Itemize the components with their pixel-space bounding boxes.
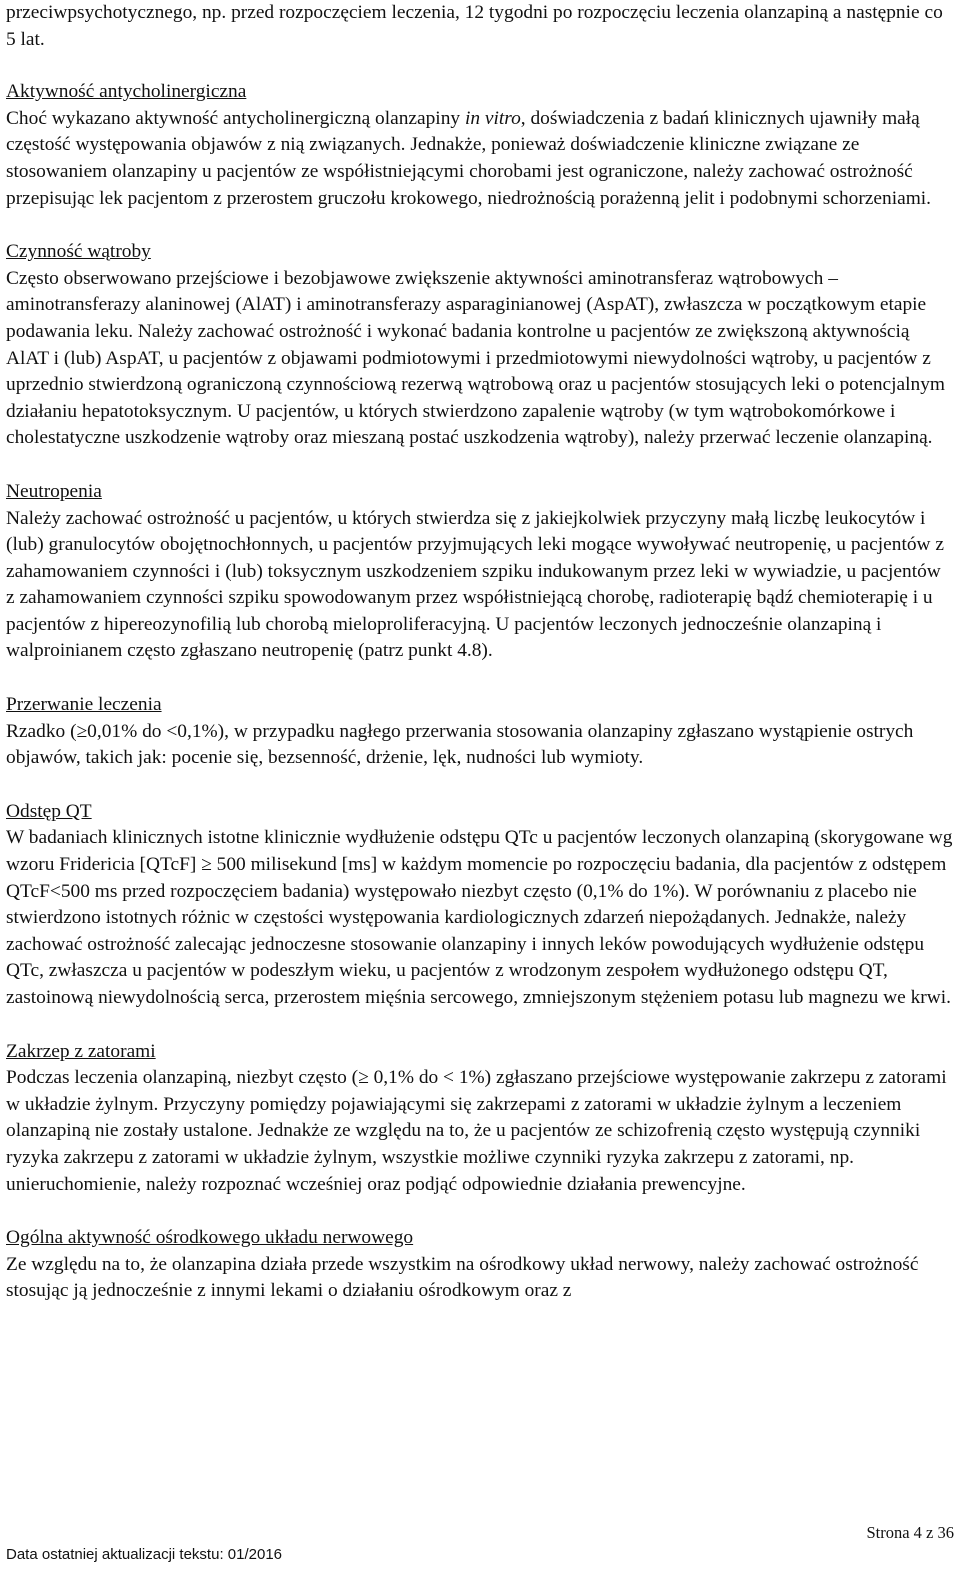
document-page [6, 0, 954, 1332]
discontinuation-heading: Przerwanie leczenia [6, 694, 162, 716]
cns-heading: Ogólna aktywność ośrodkowego układu nerwowego [6, 1227, 414, 1249]
liver-paragraph: Często obserwowano przejściowe i bezobjawowe zwiększenie aktywności aminotransferaz wątrobowych – aminotransferazy alaninowej (AlAT) i aminotransferazy asparaginianowej (AspAT), zwłaszcza w początkowym etapie podawania leku. Należy zachować ostrożność i wykonać badania kontrolne u pacjentów ze zwiększoną aktywnością AlAT i (lub) AspAT, u pacjentów z objawami podmiotowymi i przedmiotowymi niewydolności wątroby, u pacjentów z uprzednio stwierdzoną ograniczoną czynnościową rezerwą wątrobową oraz u pacjentów stosujących leki o potencjalnym działaniu hepatotoksycznym. U pacjentów, u których stwierdzono zapalenie wątroby (w tym wątrobokomórkowe i cholestatyczne uszkodzenie wątroby oraz mieszaną postać uszkodzenia wątroby), należy przerwać leczenie olanzapiną. [6, 267, 945, 449]
neutropenia-heading: Neutropenia [6, 480, 102, 502]
discontinuation-section [6, 692, 954, 772]
last-update-date: Data ostatniej aktualizacji tekstu: 01/2016 [6, 1546, 282, 1563]
intro-paragraph: przeciwpsychotycznego, np. przed rozpoczęciem leczenia, 12 tygodni po rozpoczęciu leczenia olanzapiną a następnie co 5 lat. [6, 2, 943, 50]
cns-paragraph: Ze względu na to, że olanzapina działa przede wszystkim na ośrodkowy układ nerwowy, należy zachować ostrożność stosując ją jednocześnie z innymi lekami o działaniu ośrodkowym oraz z [6, 1253, 919, 1302]
anticholinergic-section [6, 79, 954, 212]
neutropenia-section [6, 479, 954, 665]
qt-section [6, 799, 954, 1012]
liver-section [6, 239, 954, 452]
cns-section [6, 1225, 954, 1305]
anticholinergic-heading: Aktywność antycholinergiczna [6, 81, 247, 103]
anticholinergic-text-part2: , doświadczenia z badań klinicznych ujawniły małą częstość występowania objawów z nią związanych. [6, 107, 920, 156]
thrombo-heading: Zakrzep z zatorami [6, 1040, 156, 1062]
qt-paragraph: W badaniach klinicznych istotne klinicznie wydłużenie odstępu QTc u pacjentów leczonych olanzapiną (skorygowane wg wzoru Fridericia [QTcF] ≥ 500 milisekund [ms] w każdym momencie po rozpoczęciu badania, dla pacjentów z odstępem QTcF<500 ms przed rozpoczęciem badania) występowało niezbyt często (0,1% do 1%). W porównaniu z placebo nie stwierdzono istotnych różnic w częstości występowania kardiologicznych zdarzeń niepożądanych. Jednakże, należy zachować ostrożność zalecając jednoczesne stosowanie olanzapiny i innych leków powodujących wydłużenie odstępu QTc, zwłaszcza u pacjentów w podeszłym wieku, u pacjentów z wrodzonym zespołem wydłużonego odstępu QT, zastoinową niewydolnością serca, przerostem mięśnia sercowego, zmniejszonym stężeniem potasu lub magnezu we krwi. [6, 827, 953, 1008]
anticholinergic-paragraph [6, 106, 954, 212]
qt-heading: Odstęp QT [6, 800, 92, 822]
neutropenia-paragraph: Należy zachować ostrożność u pacjentów, u których stwierdza się z jakiejkolwiek przyczyny małą liczbę leukocytów i (lub) granulocytów obojętnochłonnych, u pacjentów przyjmujących leki mogące wywoływać neutropenię, u pacjentów z zahamowaniem czynności i (lub) toksycznym uszkodzeniem szpiku indukowanym przez leki w wywiadzie, u pacjentów z zahamowaniem czynności szpiku spowodowanym przez współistniejącą chorobę, radioterapię bądź chemioterapię i u pacjentów z hipereozynofilią lub chorobą mieloproliferacyjną. U pacjentów leczonych jednocześnie olanzapiną i walproinianem często zgłaszano neutropenię (patrz punkt 4.8). [6, 507, 944, 662]
discontinuation-paragraph: Rzadko (≥0,01% do <0,1%), w przypadku nagłego przerwania stosowania olanzapiny zgłaszano wystąpienie ostrych objawów, takich jak: pocenie się, bezsenność, drżenie, lęk, nudności lub wymioty. [6, 720, 914, 769]
thrombo-paragraph: Podczas leczenia olanzapiną, niezbyt często (≥ 0,1% do < 1%) zgłaszano przejściowe występowanie zakrzepu z zatorami w układzie żylnym. Przyczyny pomiędzy pojawiającymi się zakrzepami z zatorami w układzie żylnym a leczeniem olanzapiną nie zostały ustalone. Jednakże ze względu na to, że u pacjentów ze schizofrenią często występują czynniki ryzyka zakrzepu z zatorami w układzie żylnym, wszystkie możliwe czynniki ryzyka zakrzepu z zatorami, np. unieruchomienie, należy rozpoznać wcześniej oraz podjąć odpowiednie działania prewencyjne. [6, 1067, 947, 1195]
thrombo-section [6, 1039, 954, 1199]
anticholinergic-italic-term: in vitro [464, 107, 521, 129]
anticholinergic-text-part1: Choć wykazano aktywność antycholinergiczną olanzapiny [6, 107, 465, 129]
intro-section [6, 0, 954, 53]
liver-heading: Czynność wątroby [6, 241, 151, 263]
anticholinergic-text-part3: Jednakże, ponieważ doświadczenie kliniczne związane ze stosowaniem olanzapiny u pacjentów ze współistniejącymi chorobami jest ograniczone, należy zachować ostrożność przepisując lek pacjentom z przerostem gruczołu krokowego, niedrożnością porażenną jelit i podobnymi schorzeniami. [6, 134, 932, 209]
page-number: Strona 4 z 36 [866, 1523, 954, 1542]
